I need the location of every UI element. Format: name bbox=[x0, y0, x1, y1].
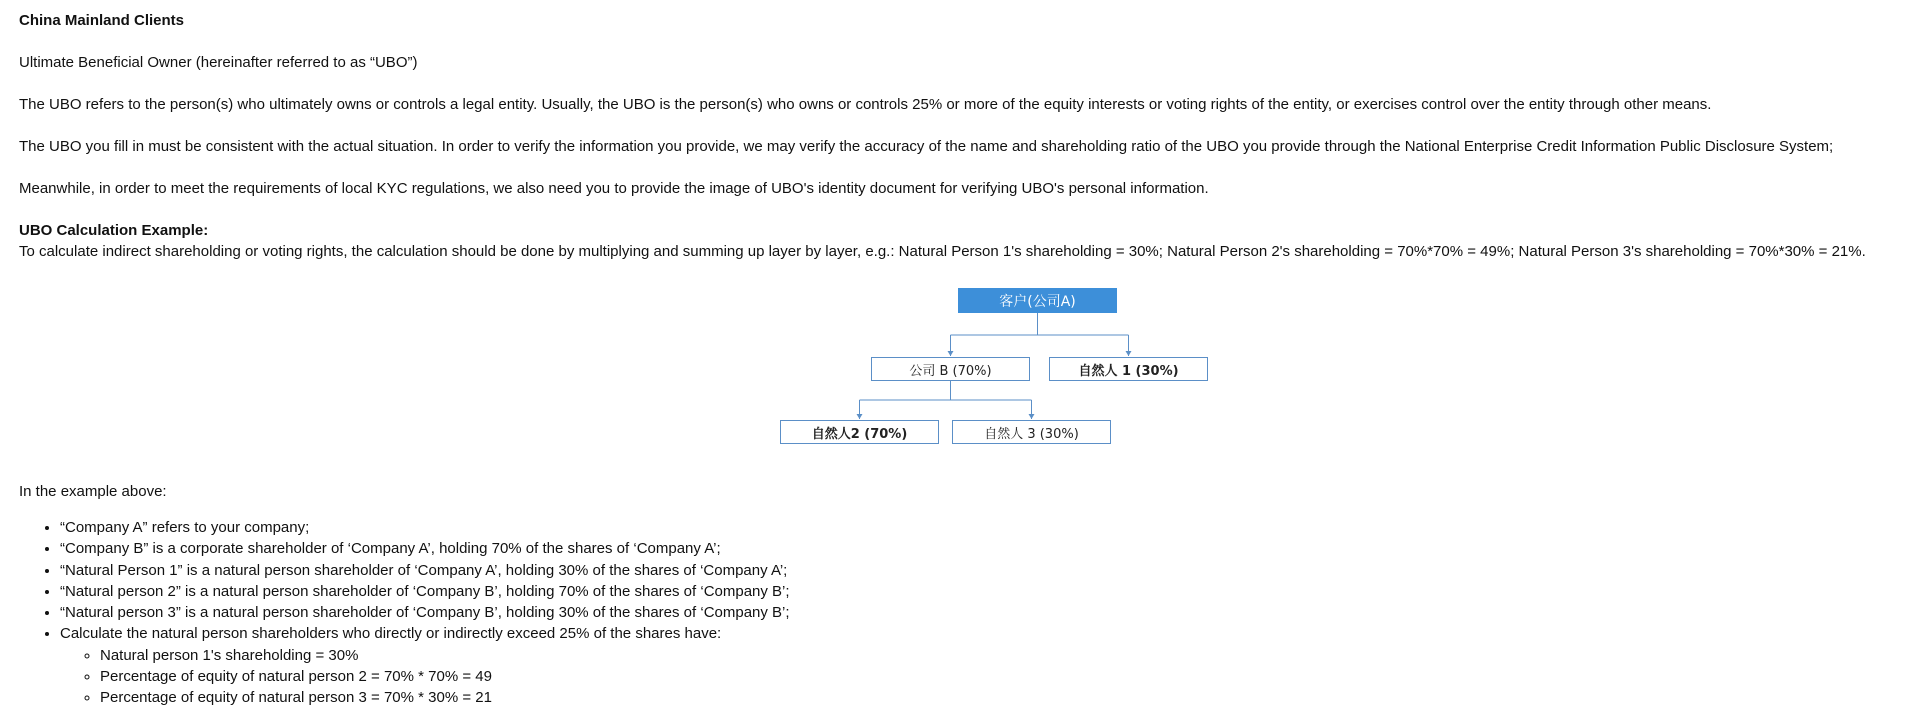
ubo-heading: Ultimate Beneficial Owner (hereinafter referred to as “UBO”) bbox=[19, 54, 418, 71]
list-item-calculate bbox=[60, 623, 1899, 708]
explanation-list bbox=[19, 517, 1899, 709]
consistency-note: The UBO you fill in must be consistent with the actual situation. In order to verify the information you provide, we may verify the accuracy of the name and shareholding ratio of the UBO you provide through the National Enterprise Credit Information Public Disclosure System; bbox=[19, 138, 1834, 155]
example-title: UBO Calculation Example: bbox=[19, 222, 209, 239]
section-title: China Mainland Clients bbox=[19, 12, 185, 29]
node-company-b: 公司 B (70%) bbox=[871, 357, 1030, 381]
list-item: • “Natural person 2” is a natural person shareholder of ‘Company B’, holding 70% of the shares of ‘Company B’; bbox=[60, 581, 1899, 602]
list-item: • “Natural person 3” is a natural person shareholder of ‘Company B’, holding 30% of the shares of ‘Company B’; bbox=[60, 602, 1899, 623]
document-body bbox=[19, 12, 1899, 261]
calculation-sublist bbox=[60, 645, 1899, 709]
sub-list-item: ◦ Natural person 1's shareholding = 30% bbox=[100, 645, 1899, 666]
kyc-note: Meanwhile, in order to meet the requirements of local KYC regulations, we also need you to provide the image of UBO's identity document for verifying UBO's personal information. bbox=[19, 180, 1209, 197]
list-item: • “Company B” is a corporate shareholder of ‘Company A’, holding 70% of the shares of ‘Company A’; bbox=[60, 538, 1899, 559]
explanation-intro: In the example above: bbox=[19, 483, 167, 500]
node-natural-person-1: 自然人 1 (30%) bbox=[1049, 357, 1208, 381]
example-text: To calculate indirect shareholding or voting rights, the calculation should be done by multiplying and summing up layer by layer, e.g.: Natural Person 1's shareholding = 30%; Natural Person 2's shareholding = 70%*70% = 49%; Natural Person 3's shareholding = 70%*30% = 21%. bbox=[19, 243, 1866, 260]
ownership-diagram bbox=[0, 282, 1918, 452]
sub-list-item: ◦ Percentage of equity of natural person 2 = 70% * 70% = 49 bbox=[100, 666, 1899, 687]
node-natural-person-3: 自然人 3 (30%) bbox=[952, 420, 1111, 444]
explanation-section bbox=[19, 483, 1899, 709]
sub-list-item: ◦ Percentage of equity of natural person 3 = 70% * 30% = 21 bbox=[100, 687, 1899, 708]
list-item: • “Company A” refers to your company; bbox=[60, 517, 1899, 538]
node-natural-person-2: 自然人2 (70%) bbox=[780, 420, 939, 444]
list-item-text: Calculate the natural person shareholders who directly or indirectly exceed 25% of the shares have: bbox=[60, 625, 722, 643]
ubo-definition: The UBO refers to the person(s) who ultimately owns or controls a legal entity. Usually, the UBO is the person(s) who owns or controls 25% or more of the equity interests or voting rights of the entity, or exercises control over the entity through other means. bbox=[19, 96, 1712, 113]
node-client-company-a: 客户(公司A) bbox=[958, 288, 1117, 313]
list-item: • “Natural Person 1” is a natural person shareholder of ‘Company A’, holding 30% of the shares of ‘Company A’; bbox=[60, 560, 1899, 581]
